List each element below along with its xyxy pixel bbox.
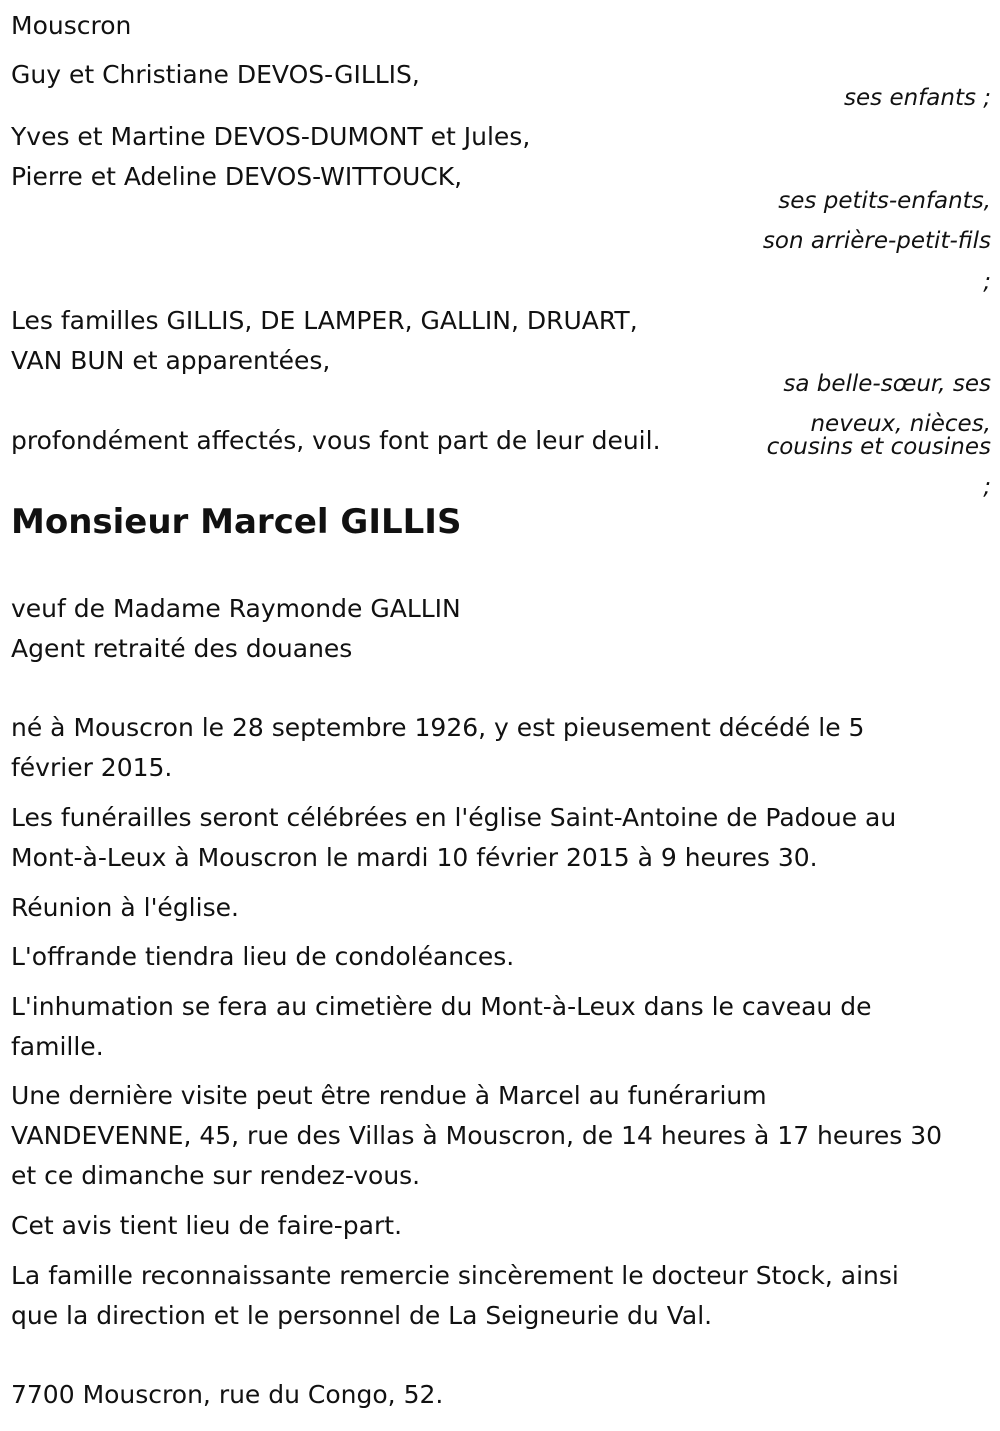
city-heading: Mouscron	[11, 11, 132, 40]
grandchildren-role-line-1: ses petits-enfants,	[778, 188, 991, 214]
relatives-line-2: VAN BUN et apparentées,	[11, 346, 331, 375]
thanks-line-1: La famille reconnaissante remercie sincèrement le docteur Stock, ainsi	[11, 1261, 899, 1290]
notice-line: Cet avis tient lieu de faire-part.	[11, 1211, 403, 1240]
relatives-line-1: Les familles GILLIS, DE LAMPER, GALLIN, DRUART,	[11, 306, 638, 335]
relatives-role-line-2: neveux, nièces,	[810, 411, 991, 437]
relatives-role-line-3: cousins et cousines	[766, 434, 991, 460]
relatives-role-line-4: ;	[983, 474, 991, 500]
children-names: Guy et Christiane DEVOS-GILLIS,	[11, 60, 420, 89]
relatives-role-line-1: sa belle-sœur, ses	[783, 371, 991, 397]
birth-death-line-1: né à Mouscron le 28 septembre 1926, y est pieusement décédé le 5	[11, 713, 865, 742]
meeting-line: Réunion à l'église.	[11, 893, 239, 922]
children-role: ses enfants ;	[844, 85, 991, 111]
grandchildren-line-1: Yves et Martine DEVOS-DUMONT et Jules,	[11, 122, 531, 151]
birth-death-line-2: février 2015.	[11, 753, 173, 782]
visit-line-3: et ce dimanche sur rendez-vous.	[11, 1161, 421, 1190]
visit-line-1: Une dernière visite peut être rendue à Marcel au funérarium	[11, 1081, 767, 1110]
thanks-line-2: que la direction et le personnel de La Seigneurie du Val.	[11, 1301, 713, 1330]
burial-line-1: L'inhumation se fera au cimetière du Mont-à-Leux dans le caveau de	[11, 992, 872, 1021]
grandchildren-line-2: Pierre et Adeline DEVOS-WITTOUCK,	[11, 162, 463, 191]
grandchildren-role-line-3: ;	[983, 269, 991, 295]
closing-line: profondément affectés, vous font part de leur deuil.	[11, 426, 661, 455]
visit-line-2: VANDEVENNE, 45, rue des Villas à Mouscron, de 14 heures à 17 heures 30	[11, 1121, 943, 1150]
deceased-name: Monsieur Marcel GILLIS	[11, 502, 462, 542]
occupation-line: Agent retraité des douanes	[11, 634, 353, 663]
address-line: 7700 Mouscron, rue du Congo, 52.	[11, 1380, 444, 1409]
burial-line-2: famille.	[11, 1032, 104, 1061]
widower-line: veuf de Madame Raymonde GALLIN	[11, 594, 461, 623]
offering-line: L'offrande tiendra lieu de condoléances.	[11, 942, 515, 971]
funeral-line-2: Mont-à-Leux à Mouscron le mardi 10 février 2015 à 9 heures 30.	[11, 843, 818, 872]
funeral-line-1: Les funérailles seront célébrées en l'église Saint-Antoine de Padoue au	[11, 803, 897, 832]
grandchildren-role-line-2: son arrière-petit-fils	[762, 228, 991, 254]
